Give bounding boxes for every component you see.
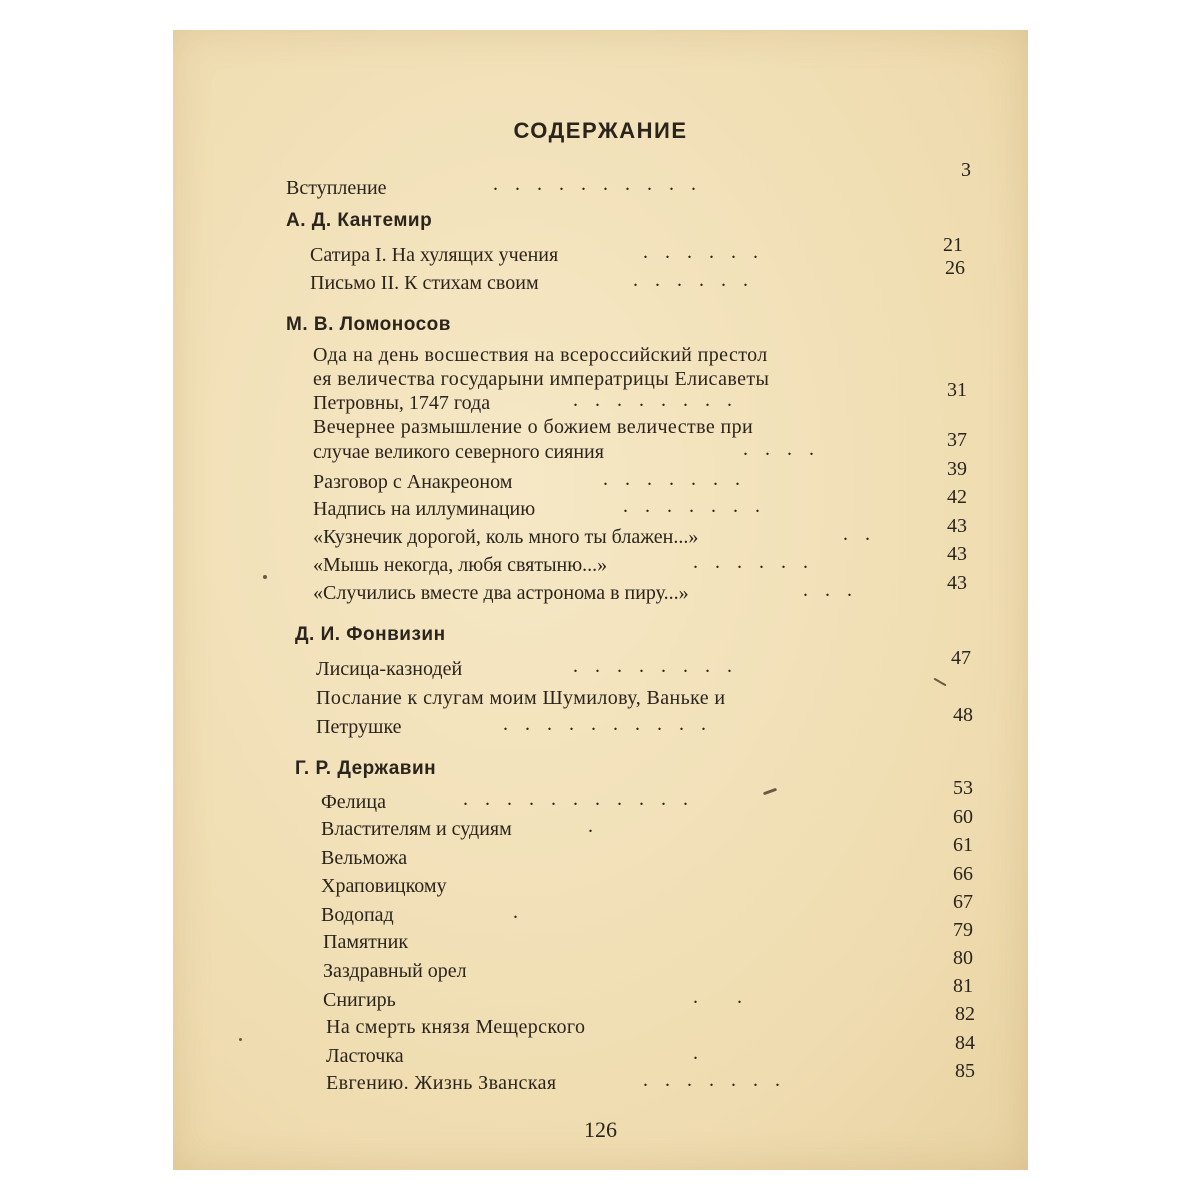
leader-dots: .... <box>743 438 831 460</box>
toc-entry: Надпись на иллуминацию <box>313 498 536 520</box>
page-ref: 37 <box>947 429 967 451</box>
paper-speck <box>933 678 946 687</box>
toc-entry: «Мышь некогда, любя святыню...» <box>313 554 608 576</box>
toc-entry: Снигирь <box>323 989 396 1011</box>
toc-entry: Лисица-казнодей <box>316 658 463 680</box>
page-ref: 31 <box>947 379 967 401</box>
toc-entry: Письмо II. К стихам своим <box>310 272 539 294</box>
page-ref: 26 <box>945 257 965 279</box>
toc-entry-line: Ода на день восшествия на всероссийский престол <box>313 344 768 366</box>
page-ref: 42 <box>947 486 967 508</box>
leader-dots: .......... <box>503 713 723 735</box>
page-ref: 82 <box>955 1003 975 1025</box>
page-ref: 66 <box>953 863 973 885</box>
toc-entry: Фелица <box>321 791 386 813</box>
toc-entry: Храповицкому <box>321 875 447 897</box>
leader-dots: . . <box>693 986 759 1008</box>
toc-entry: Разговор с Анакреоном <box>313 471 513 493</box>
page-ref: 39 <box>947 458 967 480</box>
toc-entry: Властителям и судиям <box>321 818 512 840</box>
leader-dots: ........... <box>463 788 705 810</box>
page-ref: 79 <box>953 919 973 941</box>
book-page <box>173 30 1028 1170</box>
toc-entry: Заздравный орел <box>323 960 467 982</box>
page-ref: 48 <box>953 704 973 726</box>
page-ref: 67 <box>953 891 973 913</box>
page-ref: 85 <box>955 1060 975 1082</box>
page-ref: 43 <box>947 515 967 537</box>
paper-speck <box>239 1038 242 1041</box>
leader-dots: ....... <box>643 1069 797 1091</box>
leader-dots: ...... <box>693 551 825 573</box>
toc-entry: Вельможа <box>321 847 408 869</box>
author-heading: Г. Р. Державин <box>295 758 437 779</box>
toc-entry-line: Вечернее размышление о божием величестве при <box>313 416 754 438</box>
leader-dots: ....... <box>603 468 757 490</box>
page-ref: 53 <box>953 777 973 799</box>
toc-entry: На смерть князя Мещерского <box>326 1016 586 1038</box>
leader-dots: ...... <box>643 241 775 263</box>
page-ref: 47 <box>951 647 971 669</box>
leader-dots: ....... <box>623 495 777 517</box>
leader-dots: ... <box>803 579 869 601</box>
toc-entry: Памятник <box>323 931 409 953</box>
leader-dots: ........ <box>573 389 749 411</box>
paper-speck <box>263 575 267 579</box>
author-heading: М. В. Ломоносов <box>286 314 451 335</box>
toc-entry-intro: Вступление <box>286 177 387 199</box>
leader-dots: ...... <box>633 269 765 291</box>
leader-dots: ........ <box>573 655 749 677</box>
page-number: 126 <box>584 1117 617 1142</box>
toc-entry-line: случае великого северного сияния <box>313 441 604 463</box>
page-ref: 60 <box>953 806 973 828</box>
leader-dots: . <box>588 815 610 837</box>
toc-entry-line: Петровны, 1747 года <box>313 392 491 414</box>
toc-entry-line: Петрушке <box>316 716 402 738</box>
leader-dots: . <box>693 1042 715 1064</box>
page-title: СОДЕРЖАНИЕ <box>513 118 688 143</box>
toc-entry-line: ея величества государыни императрицы Елисаветы <box>313 368 770 390</box>
page-ref: 80 <box>953 947 973 969</box>
toc-entry: Евгению. Жизнь Званская <box>326 1072 557 1094</box>
toc-entry-line: Послание к слугам моим Шумилову, Ваньке и <box>316 687 726 709</box>
leader-dots: .......... <box>493 173 713 195</box>
toc-entry: Водопад <box>321 904 394 926</box>
toc-entry: Сатира I. На хулящих учения <box>310 244 559 266</box>
page-ref: 21 <box>943 234 963 256</box>
toc-entry: Ласточка <box>326 1045 404 1067</box>
toc-entry: «Случились вместе два астронома в пиру...» <box>313 582 689 604</box>
page-ref: 43 <box>947 543 967 565</box>
page-ref: 84 <box>955 1032 975 1054</box>
leader-dots: . <box>513 901 535 923</box>
page-ref: 61 <box>953 834 973 856</box>
page-ref: 43 <box>947 572 967 594</box>
toc-entry: «Кузнечик дорогой, коль много ты блажен...» <box>313 526 699 548</box>
page-ref: 81 <box>953 975 973 997</box>
leader-dots: .. <box>843 523 887 545</box>
page-ref: 3 <box>961 159 971 181</box>
author-heading: Д. И. Фонвизин <box>295 624 446 645</box>
author-heading: А. Д. Кантемир <box>286 210 433 231</box>
